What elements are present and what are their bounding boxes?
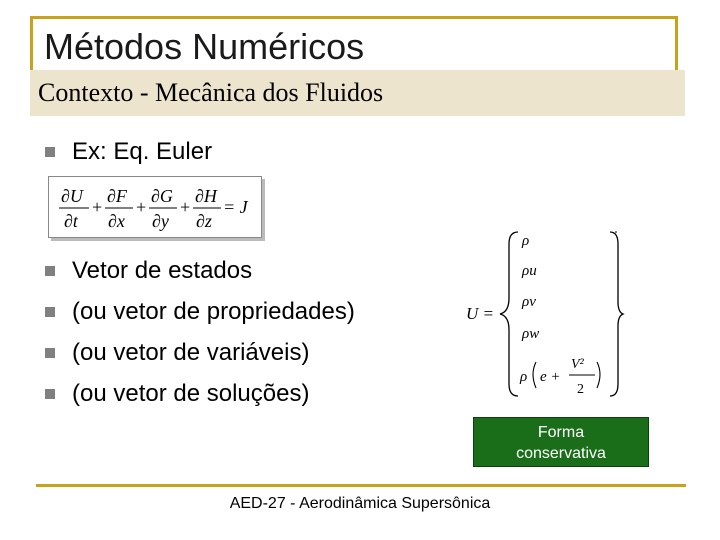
eq-df: ∂F bbox=[107, 186, 127, 206]
bullet-text-euler: Ex: Eq. Euler bbox=[72, 138, 213, 165]
slide-title: Métodos Numéricos bbox=[44, 26, 365, 67]
vector-row-rho-v: ρv bbox=[522, 294, 536, 310]
vector-row-energy-v2: V² bbox=[571, 357, 584, 372]
eq-dh: ∂H bbox=[195, 186, 217, 206]
vector-row-energy-e: e + bbox=[540, 369, 561, 385]
bullet-square-icon bbox=[45, 348, 55, 358]
vector-row-rho-u: ρu bbox=[522, 263, 537, 279]
bullet-square-icon bbox=[45, 307, 55, 317]
badge-line-1: Forma bbox=[537, 424, 585, 441]
eq-du: ∂U bbox=[61, 186, 83, 206]
slide-subtitle: Contexto - Mecânica dos Fluidos bbox=[38, 78, 384, 107]
footer-divider bbox=[36, 484, 686, 487]
vector-row-rho: ρ bbox=[522, 233, 530, 249]
badge-line-2: conservativa bbox=[516, 445, 606, 462]
euler-equation-box bbox=[48, 176, 262, 238]
bullet-text-state-vector: Vetor de estados bbox=[72, 257, 253, 284]
bullet-text-properties: (ou vetor de propriedades) bbox=[72, 298, 355, 325]
eq-dz: ∂z bbox=[196, 211, 212, 231]
svg-text:+: + bbox=[136, 197, 147, 217]
eq-dx: ∂x bbox=[108, 211, 125, 231]
bullet-text-solutions: (ou vetor de soluções) bbox=[72, 380, 310, 407]
euler-equation bbox=[49, 177, 261, 237]
svg-text:+: + bbox=[180, 197, 191, 217]
vector-row-energy-rho: ρ bbox=[520, 369, 528, 385]
vector-row-rho-w: ρw bbox=[522, 326, 540, 342]
vector-lhs: U = bbox=[466, 304, 494, 323]
eq-dt: ∂t bbox=[64, 211, 78, 231]
svg-text:+: + bbox=[92, 197, 103, 217]
bullet-square-icon bbox=[45, 266, 55, 276]
vector-row-energy-two: 2 bbox=[577, 382, 584, 397]
eq-dg: ∂G bbox=[151, 186, 173, 206]
state-vector bbox=[460, 228, 630, 400]
bullet-square-icon bbox=[45, 389, 55, 399]
left-brace bbox=[500, 232, 518, 396]
eq-dy: ∂y bbox=[152, 211, 169, 231]
right-brace bbox=[610, 232, 623, 396]
bullet-square-icon bbox=[45, 147, 55, 157]
eq-rhs: = J bbox=[223, 197, 248, 217]
slide-footer: AED-27 - Aerodinâmica Supersônica bbox=[229, 495, 491, 512]
conservative-form-badge bbox=[473, 417, 649, 467]
bullet-text-variables: (ou vetor de variáveis) bbox=[72, 339, 310, 366]
